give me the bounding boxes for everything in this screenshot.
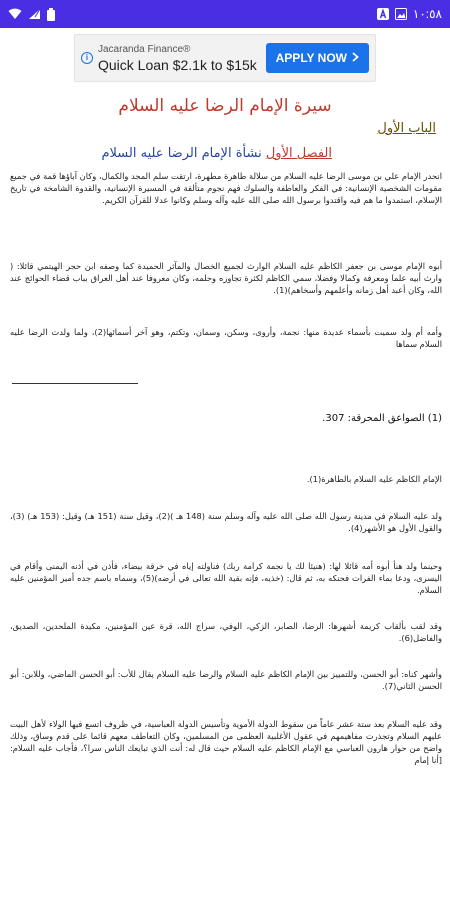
- signal-icon: [28, 8, 41, 20]
- paragraph-4: الإمام الكاظم عليه السلام بالطاهرة(1).: [306, 474, 442, 484]
- part-heading: الباب الأول: [377, 121, 436, 136]
- status-bar: [0, 0, 450, 28]
- paragraph-7: وقد لقب بألقاب كريمة أشهرها: الرضا، الصابر، الزكي، الوفي، سراج الله، قرة عين المؤمنين، مكيدة الملحدين، الصديق، والفاضل(6).: [10, 621, 442, 643]
- apply-now-label: APPLY NOW: [275, 51, 347, 65]
- ad-banner[interactable]: [74, 34, 376, 82]
- footnote: (1) الصواعق المحرقة: 307.: [322, 413, 442, 424]
- ad-info-icon[interactable]: i: [81, 52, 93, 64]
- chapter-title: نشأة الإمام الرضا عليه السلام: [101, 146, 262, 161]
- chevron-right-icon: [352, 51, 359, 65]
- wifi-icon: [8, 8, 22, 20]
- ad-text: [98, 44, 266, 73]
- image-icon: [395, 8, 407, 20]
- status-time: ١٠:٥٨: [412, 7, 442, 21]
- ad-brand: Jacaranda Finance®: [98, 43, 191, 55]
- chapter-label: الفصل الأول: [265, 146, 332, 161]
- book-title: سيرة الإمام الرضا عليه السلام: [118, 96, 332, 116]
- paragraph-9: وقد عليه السلام بعد ستة عشر عاماً من سقوط الدولة الأموية وتأسيس الدولة العباسية، في ظروف اتسع فيها الولاء لأهل البيت عليهم السلام وتجذرت مفاهيمهم في عقول الأغلبية العظمى من المسلمين، وكان التعاطف معهم قائما على قدم وساق، وذلك واضح من حوار هارون العباسي مع الإمام الكاظم عليه السلام حيث قال له: أنت الذي تبايعك الناس سرا؟، فأجاب عليه السلام: [أنا إمام: [10, 719, 442, 765]
- chapter-heading: [102, 146, 333, 161]
- paragraph-3: وأمه أم ولد سميت بأسماء عديدة منها: نجمة، وأروى، وسكن، وسمان، وتكتم، وهو آخر أسمائها(2)، ولما ولدت الرضا عليه السلام سماها: [10, 327, 442, 349]
- battery-icon: [47, 8, 55, 21]
- status-bar-right: [377, 7, 442, 21]
- paragraph-8: وأشهر كناه: أبو الحسن، وللتمييز بين الإمام الكاظم عليه السلام والرضا عليه السلام يقال للأب: أبو الحسن الماضي، وللابن: أبو الحسن الثاني(7).: [10, 669, 442, 691]
- book-content[interactable]: [0, 88, 450, 900]
- paragraph-2: أبوه الإمام موسى بن جعفر الكاظم عليه السلام الوارث لجميع الخصال والمآثر الحميدة كما وصفه ابن حجر الهيتمي قائلا: ( وارث أبيه علما ومعرفة وكمالا وفضلا، سمي الكاظم لكثرة تجاوزه وحلمه، وكان معروفا عند أهل العراق بباب قضاء الحوائج عند الله، وكان أعبد أهل زمانه وأعلمهم وأسخاهم)(1).: [10, 261, 442, 295]
- status-bar-left: [8, 8, 55, 21]
- paragraph-5: ولد عليه السلام في مدينة رسول الله صلى الله عليه وآله وسلم سنة (148 هـ )(2)، وقيل سنة (151 هـ) وقيل: (153 هـ) (3)، والقول الأول هو الأشهر(4).: [10, 511, 442, 533]
- paragraph-1: انحدر الإمام علي بن موسى الرضا عليه السلام من سلالة طاهرة مطهرة، ارتقت سلم المجد والكمال، وكان آباؤها قمة في جميع مقومات الشخصية الإنسانية: في الفكر والعاطفة والسلوك فهم نجوم متألقة في المسيرة الإنسانية، والقدوة الشامخة في تاريخ الإسلام، استمدوا ما هم فيه واقتدوا برسول الله صلى الله عليه وآله وسلم وكانوا عدلا للقرآن الكريم.: [10, 171, 442, 205]
- apply-now-button[interactable]: [266, 43, 369, 73]
- ad-headline: Quick Loan $2.1k to $15k: [98, 56, 257, 73]
- paragraph-6: وحينما ولد هنأ أبوه أمه قائلا لها: (هنيئا لك يا نجمة كرامة ربك) فناولته إياه في خرقة بيضاء، فأذن في أذنه اليمنى وأقام في اليسرى، ودعا بماء الفرات فحنكه به، ثم قال: (خذيه، فإنه بقية الله تعالى في أرضه)(5)، وسماه باسم جده أمير المؤمنين عليه السلام.: [10, 561, 442, 595]
- notification-a-icon: [377, 8, 389, 20]
- footnote-divider: [12, 383, 138, 384]
